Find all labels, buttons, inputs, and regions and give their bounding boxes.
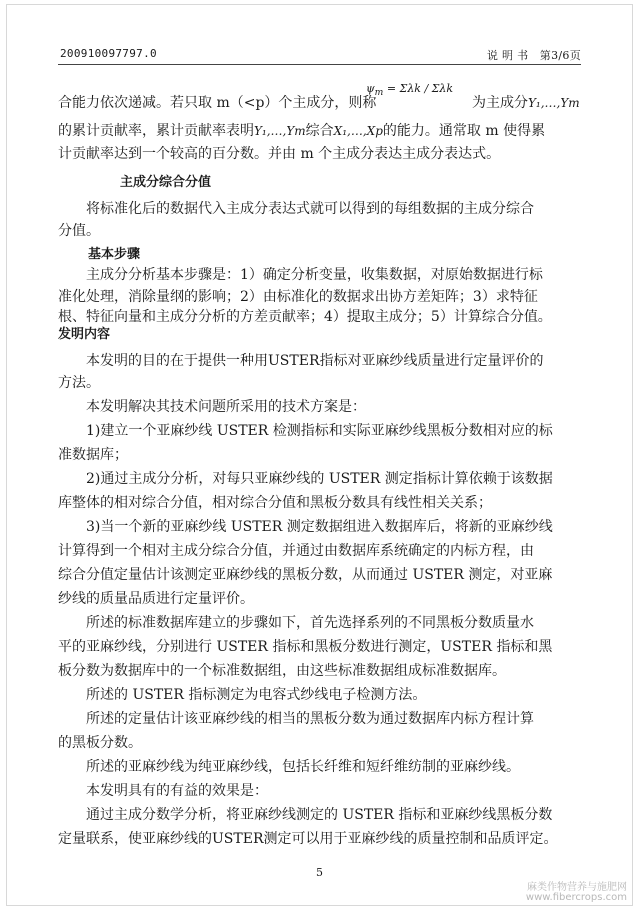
paragraph-line: 为主成分Y₁,…,Ym (472, 95, 580, 111)
paragraph-line: 本发明的目的在于提供一种用USTER指标对亚麻纱线质量进行定量评价的 (86, 353, 544, 369)
paragraph-line: 准化处理，消除量纲的影响；2）由标准化的数据求出协方差矩阵；3）求特征 (58, 289, 538, 305)
paragraph-line: 合能力依次递减。若只取 m（<p）个主成分，则称 (58, 95, 377, 111)
paragraph-line: 所述的定量估计该亚麻纱线的相当的黑板分数为通过数据库内标方程计算 (86, 711, 534, 727)
cumulative-contribution-formula: $\psi_m = \Sigma\lambda k / \Sigma\lambda k$ (366, 82, 454, 99)
paragraph-line: 计贡献率达到一个较高的百分数。并由 m 个主成分表达主成分表达式。 (58, 146, 501, 162)
page-of: 第3/6页 (539, 49, 581, 62)
heading-invention-content: 发明内容 (58, 327, 111, 342)
paragraph-line: 通过主成分数学分析，将亚麻纱线测定的 USTER 指标和亚麻纱线黑板分数 (86, 807, 553, 823)
watermark-url: www.fibercrops.com (525, 892, 627, 903)
paragraph-line: 平的亚麻纱线，分别进行 USTER 指标和黑板分数进行测定，USTER 指标和黑 (58, 639, 553, 655)
page-header-right (487, 47, 581, 63)
paragraph-line: 的累计贡献率，累计贡献率表明Y₁,…,Ym综合X₁,…,Xp的能力。通常取 m 使得累 (58, 123, 546, 139)
paragraph-line: 所述的亚麻纱线为纯亚麻纱线，包括长纤维和短纤维纺制的亚麻纱线。 (86, 759, 520, 775)
section-title: 说 明 书 (486, 49, 529, 62)
paragraph-line: 根、特征向量和主成分分析的方差贡献率；4）提取主成分；5）计算综合分值。 (58, 309, 552, 325)
paragraph-line: 本发明解决其技术问题所采用的技术方案是： (86, 399, 366, 415)
heading-composite-score: 主成分综合分值 (120, 175, 212, 190)
paragraph-line: 1)建立一个亚麻纱线 USTER 检测指标和实际亚麻纱线黑板分数相对应的标 (86, 423, 553, 439)
paragraph-line: 综合分值定量估计该测定亚麻纱线的黑板分数，从而通过 USTER 测定，对亚麻 (58, 567, 553, 583)
paragraph-line: 的黑板分数。 (58, 735, 142, 751)
watermark-text: 麻类作物营养与施肥网 (527, 882, 627, 893)
paragraph-line: 纱线的质量品质进行定量评价。 (58, 591, 254, 607)
heading-basic-steps: 基本步骤 (88, 247, 141, 262)
paragraph-line: 将标准化后的数据代入主成分表达式就可以得到的每组数据的主成分综合 (86, 201, 534, 217)
paragraph-line: 方法。 (58, 375, 100, 391)
paragraph-line: 板分数为数据库中的一个标准数据组，由这些标准数据组成标准数据库。 (58, 663, 506, 679)
paragraph-line: 准数据库； (58, 447, 128, 463)
paragraph-line: 所述的 USTER 指标测定为电容式纱线电子检测方法。 (86, 687, 427, 703)
paragraph-line: 所述的标准数据库建立的步骤如下，首先选择系列的不同黑板分数质量水 (86, 615, 534, 631)
paragraph-line: 分值。 (58, 223, 100, 239)
paragraph-line: 主成分分析基本步骤是：1）确定分析变量，收集数据，对原始数据进行标 (86, 267, 543, 283)
page-number: 5 (316, 866, 323, 879)
paragraph-line: 本发明具有的有益的效果是： (86, 783, 268, 799)
paragraph-line: 2)通过主成分分析，对每只亚麻纱线的 USTER 测定指标计算依赖于该数据 (86, 471, 553, 487)
header-rule (58, 64, 581, 65)
paragraph-line: 3)当一个新的亚麻纱线 USTER 测定数据组进入数据库后，将新的亚麻纱线 (86, 519, 553, 535)
patent-number: 200910097797.0 (60, 47, 157, 60)
paragraph-line: 库整体的相对综合分值，相对综合分值和黑板分数具有线性相关关系； (58, 495, 492, 511)
paragraph-line: 计算得到一个相对主成分综合分值，并通过由数据库系统确定的内标方程，由 (58, 543, 534, 559)
paragraph-line: 定量联系，使亚麻纱线的USTER测定可以用于亚麻纱线的质量控制和品质评定。 (58, 831, 558, 847)
